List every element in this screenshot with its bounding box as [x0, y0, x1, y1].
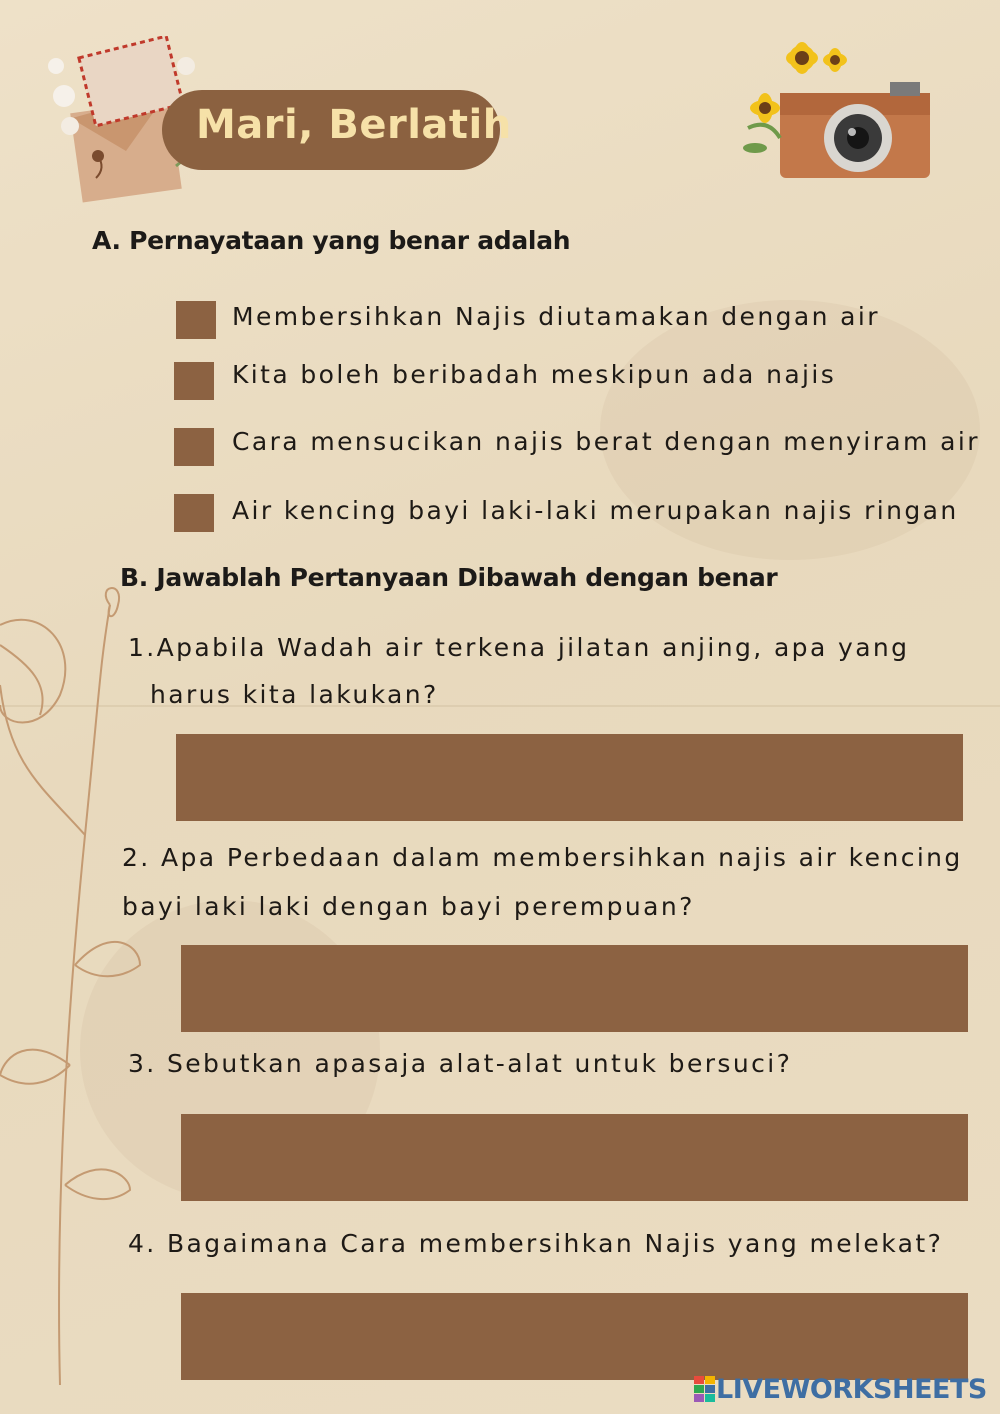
- section-b-heading: B. Jawablah Pertanyaan Dibawah dengan benar: [120, 563, 778, 592]
- answer-input-2[interactable]: [181, 945, 968, 1032]
- liveworksheets-logo: [694, 1374, 987, 1404]
- answer-input-3[interactable]: [181, 1114, 968, 1201]
- flower-line-art-icon: [0, 585, 150, 1385]
- question-1-line1: 1.Apabila Wadah air terkena jilatan anjing, apa yang: [128, 633, 910, 662]
- option-checkbox[interactable]: [174, 362, 214, 400]
- answer-input-4[interactable]: [181, 1293, 968, 1380]
- option-label: Kita boleh beribadah meskipun ada najis: [232, 360, 837, 389]
- question-3-line1: 3. Sebutkan apasaja alat-alat untuk bersuci?: [128, 1049, 793, 1078]
- option-checkbox[interactable]: [176, 301, 216, 339]
- option-label: Cara mensucikan najis berat dengan menyiram air: [232, 427, 980, 456]
- question-2-line2: bayi laki laki dengan bayi perempuan?: [122, 892, 695, 921]
- option-checkbox[interactable]: [174, 428, 214, 466]
- camera-sunflower-icon: [740, 38, 935, 188]
- section-a-heading: A. Pernayataan yang benar adalah: [92, 226, 571, 255]
- question-1-line2: harus kita lakukan?: [150, 680, 439, 709]
- question-4-line1: 4. Bagaimana Cara membersihkan Najis yang melekat?: [128, 1229, 944, 1258]
- answer-input-1[interactable]: [176, 734, 963, 821]
- page-title: Mari, Berlatih: [196, 102, 512, 148]
- option-checkbox[interactable]: [174, 494, 214, 532]
- question-2-line1: 2. Apa Perbedaan dalam membersihkan najis air kencing: [122, 843, 963, 872]
- option-label: Air kencing bayi laki-laki merupakan najis ringan: [232, 496, 959, 525]
- liveworksheets-logo-icon: [694, 1376, 716, 1402]
- liveworksheets-logo-text: LIVEWORKSHEETS: [716, 1373, 987, 1405]
- option-label: Membersihkan Najis diutamakan dengan air: [232, 302, 880, 331]
